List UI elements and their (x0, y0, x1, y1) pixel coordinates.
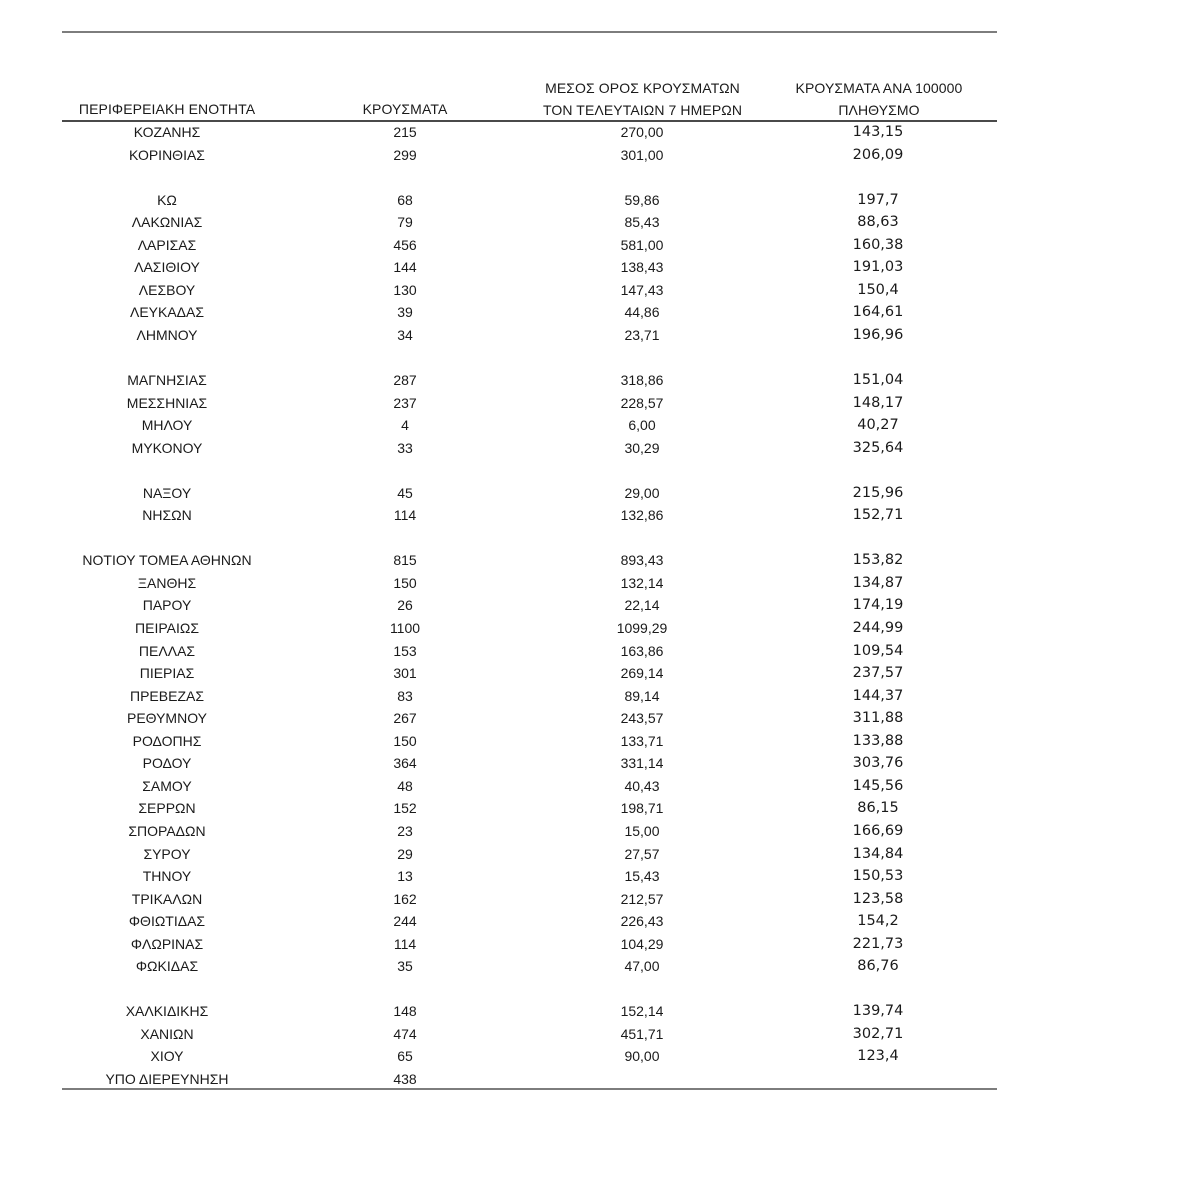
table-row (62, 189, 997, 212)
region-cell: ΣΑΜΟΥ (142, 777, 192, 794)
cases-cell: 23 (397, 822, 413, 839)
average-cell: 198,71 (620, 800, 664, 817)
cases-cell: 244 (393, 913, 417, 930)
table-row (62, 414, 997, 437)
per-100000-cell: 151,04 (852, 372, 904, 389)
table-row (62, 730, 997, 753)
average-cell: 243,57 (620, 710, 664, 727)
per-100000-cell: 325,64 (852, 439, 904, 456)
header-per-100000 (765, 77, 993, 121)
per-100000-cell: 191,03 (852, 259, 904, 276)
cases-cell: 150 (393, 574, 417, 591)
per-100000-cell: 237,57 (852, 665, 904, 682)
per-100000-cell: 40,27 (857, 417, 899, 434)
cases-cell: 301 (393, 665, 417, 682)
average-cell: 132,14 (620, 574, 664, 591)
table-row (62, 279, 997, 302)
average-cell: 270,00 (620, 124, 664, 140)
table-row (62, 437, 997, 460)
table-row (62, 797, 997, 820)
cases-cell: 34 (397, 326, 413, 343)
table-row (62, 843, 997, 866)
average-cell: 90,00 (624, 1048, 660, 1065)
region-cell: ΜΑΓΝΗΣΙΑΣ (127, 372, 207, 389)
cases-cell: 4 (401, 417, 409, 434)
average-cell: 85,43 (624, 214, 660, 231)
header-per-line1: ΚΡΟΥΣΜΑΤΑ ΑΝΑ 100000 (795, 80, 963, 96)
per-100000-cell: 244,99 (852, 620, 904, 637)
cases-cell: 79 (397, 214, 413, 231)
table-row (62, 820, 997, 843)
per-100000-cell: 88,63 (857, 214, 899, 231)
region-cell: ΠΙΕΡΙΑΣ (139, 665, 195, 682)
table-spacer-row (62, 166, 997, 189)
region-cell: ΛΑΡΙΣΑΣ (137, 236, 197, 253)
per-100000-cell: 123,58 (852, 890, 904, 907)
header-avg-line2: ΤΟΝ ΤΕΛΕΥΤΑΙΩΝ 7 ΗΜΕΡΩΝ (542, 102, 743, 118)
table-row (62, 256, 997, 279)
region-cell: ΡΟΔΟΠΗΣ (132, 732, 202, 749)
average-cell: 581,00 (620, 236, 664, 253)
region-cell: ΚΟΖΑΝΗΣ (133, 124, 201, 140)
cases-cell: 144 (393, 259, 417, 276)
header-cases-label: ΚΡΟΥΣΜΑΤΑ (362, 101, 448, 117)
table-row (62, 865, 997, 888)
cases-cell: 33 (397, 439, 413, 456)
average-cell: 29,00 (624, 484, 660, 501)
table-row (62, 549, 997, 572)
cases-cell: 267 (393, 710, 417, 727)
region-cell: ΣΥΡΟΥ (143, 845, 191, 862)
cases-cell: 45 (397, 484, 413, 501)
average-cell: 22,14 (624, 597, 660, 614)
table-row (62, 910, 997, 933)
per-100000-cell: 303,76 (852, 755, 904, 772)
region-cell: ΦΘΙΩΤΙΔΑΣ (128, 913, 206, 930)
per-100000-cell: 153,82 (852, 552, 904, 569)
table-row (62, 1000, 997, 1023)
average-cell: 451,71 (620, 1025, 664, 1042)
average-cell: 893,43 (620, 552, 664, 569)
region-cell: ΣΕΡΡΩΝ (138, 800, 196, 817)
header-seven-day-average (520, 77, 765, 121)
cases-cell: 29 (397, 845, 413, 862)
table-row (62, 482, 997, 505)
table-row (62, 752, 997, 775)
per-100000-cell: 311,88 (852, 710, 904, 727)
region-cell: ΠΕΛΛΑΣ (138, 642, 196, 659)
table-row (62, 369, 997, 392)
table-row (62, 933, 997, 956)
average-cell: 104,29 (620, 935, 664, 952)
cases-cell: 1100 (389, 620, 421, 637)
region-cell: ΦΛΩΡΙΝΑΣ (130, 935, 204, 952)
table-row (62, 955, 997, 978)
average-cell: 44,86 (624, 304, 660, 321)
per-100000-cell: 152,71 (852, 507, 904, 524)
per-100000-cell: 150,53 (852, 868, 904, 885)
region-cell: ΤΗΝΟΥ (142, 868, 192, 885)
table-row (62, 775, 997, 798)
per-100000-cell: 133,88 (852, 732, 904, 749)
average-cell: 89,14 (624, 687, 660, 704)
cases-cell: 152 (393, 800, 417, 817)
cases-cell: 13 (397, 868, 413, 885)
per-100000-cell: 197,7 (857, 191, 899, 208)
bottom-rule (62, 1088, 997, 1090)
table-row (62, 1045, 997, 1068)
table-row (62, 572, 997, 595)
per-100000-cell: 154,2 (857, 913, 899, 930)
per-100000-cell: 86,76 (857, 958, 899, 975)
header-cases (330, 98, 480, 120)
average-cell: 331,14 (620, 755, 664, 772)
per-100000-cell: 86,15 (857, 800, 899, 817)
region-cell: ΥΠΟ ΔΙΕΡΕΥΝΗΣΗ (105, 1070, 229, 1087)
cases-cell: 815 (393, 552, 417, 569)
cases-cell: 114 (393, 507, 417, 524)
region-cell: ΧΑΝΙΩΝ (140, 1025, 194, 1042)
per-100000-cell: 145,56 (852, 777, 904, 794)
table-row (62, 121, 997, 144)
cases-cell: 148 (393, 1003, 417, 1020)
region-cell: ΡΕΘΥΜΝΟΥ (126, 710, 207, 727)
average-cell: 269,14 (620, 665, 664, 682)
per-100000-cell: 206,09 (852, 146, 904, 163)
cases-cell: 26 (397, 597, 413, 614)
region-cell: ΜΥΚΟΝΟΥ (131, 439, 203, 456)
top-rule (62, 31, 997, 33)
average-cell: 6,00 (628, 417, 656, 434)
region-cell: ΜΕΣΣΗΝΙΑΣ (126, 394, 208, 411)
region-cell: ΛΑΚΩΝΙΑΣ (131, 214, 203, 231)
cases-cell: 150 (393, 732, 417, 749)
per-100000-cell: 164,61 (852, 304, 904, 321)
table-spacer-row (62, 978, 997, 1001)
average-cell: 152,14 (620, 1003, 664, 1020)
table-row (62, 662, 997, 685)
table-row (62, 504, 997, 527)
cases-cell: 65 (397, 1048, 413, 1065)
table-row (62, 640, 997, 663)
table-row (62, 1023, 997, 1046)
cases-cell: 35 (397, 958, 413, 975)
region-cell: ΝΟΤΙΟΥ ΤΟΜΕΑ ΑΘΗΝΩΝ (82, 552, 252, 569)
average-cell: 1099,29 (616, 620, 668, 637)
average-cell: 301,00 (620, 146, 664, 163)
cases-cell: 39 (397, 304, 413, 321)
average-cell: 47,00 (624, 958, 660, 975)
average-cell: 163,86 (620, 642, 664, 659)
average-cell: 147,43 (620, 281, 664, 298)
table-body (62, 121, 997, 1091)
region-cell: ΣΠΟΡΑΔΩΝ (128, 822, 206, 839)
region-cell: ΤΡΙΚΑΛΩΝ (131, 890, 203, 907)
table-spacer-row (62, 459, 997, 482)
average-cell: 132,86 (620, 507, 664, 524)
cases-cell: 130 (393, 281, 417, 298)
cases-cell: 162 (393, 890, 417, 907)
cases-cell: 83 (397, 687, 413, 704)
cases-cell: 153 (393, 642, 417, 659)
header-region-label: ΠΕΡΙΦΕΡΕΙΑΚΗ ΕΝΟΤΗΤΑ (78, 101, 256, 117)
cases-cell: 68 (397, 191, 413, 208)
average-cell: 27,57 (624, 845, 660, 862)
per-100000-cell: 123,4 (857, 1048, 899, 1065)
per-100000-cell: 196,96 (852, 326, 904, 343)
region-cell: ΦΩΚΙΔΑΣ (135, 958, 199, 975)
region-cell: ΚΩ (157, 191, 177, 208)
region-cell: ΜΗΛΟΥ (141, 417, 193, 434)
region-cell: ΠΕΙΡΑΙΩΣ (135, 620, 199, 637)
region-cell: ΛΗΜΝΟΥ (136, 326, 198, 343)
region-cell: ΚΟΡΙΝΘΙΑΣ (129, 146, 205, 163)
region-cell: ΧΙΟΥ (150, 1048, 184, 1065)
per-100000-cell: 221,73 (852, 935, 904, 952)
region-cell: ΠΑΡΟΥ (142, 597, 192, 614)
region-cell: ΡΟΔΟΥ (142, 755, 192, 772)
region-cell: ΝΑΞΟΥ (142, 484, 192, 501)
region-cell: ΧΑΛΚΙΔΙΚΗΣ (125, 1003, 209, 1020)
cases-cell: 299 (393, 146, 417, 163)
region-cell: ΛΕΥΚΑΔΑΣ (129, 304, 205, 321)
per-100000-cell: 215,96 (852, 484, 904, 501)
table-row (62, 685, 997, 708)
cases-cell: 48 (397, 777, 413, 794)
cases-cell: 438 (393, 1070, 417, 1087)
table-row (62, 888, 997, 911)
average-cell: 59,86 (624, 191, 660, 208)
header-avg-line1: ΜΕΣΟΣ ΟΡΟΣ ΚΡΟΥΣΜΑΤΩΝ (545, 80, 740, 96)
header-per-line2: ΠΛΗΘΥΣΜΟ (838, 102, 920, 118)
table-row (62, 594, 997, 617)
average-cell: 226,43 (620, 913, 664, 930)
average-cell: 23,71 (624, 326, 660, 343)
per-100000-cell: 139,74 (852, 1003, 904, 1020)
per-100000-cell: 174,19 (852, 597, 904, 614)
per-100000-cell: 134,87 (852, 574, 904, 591)
region-cell: ΞΑΝΘΗΣ (137, 574, 197, 591)
table-row (62, 234, 997, 257)
cases-cell: 456 (393, 236, 417, 253)
cases-cell: 287 (393, 372, 417, 389)
average-cell: 15,00 (624, 822, 660, 839)
per-100000-cell: 302,71 (852, 1025, 904, 1042)
average-cell: 30,29 (624, 439, 660, 456)
header-region (62, 98, 272, 120)
cases-cell: 474 (393, 1025, 417, 1042)
region-cell: ΛΕΣΒΟΥ (138, 281, 196, 298)
per-100000-cell: 150,4 (857, 281, 899, 298)
region-cell: ΛΑΣΙΘΙΟΥ (134, 259, 200, 276)
per-100000-cell: 134,84 (852, 845, 904, 862)
cases-cell: 215 (393, 124, 417, 140)
table-row (62, 324, 997, 347)
per-100000-cell: 109,54 (852, 642, 904, 659)
per-100000-cell: 166,69 (852, 822, 904, 839)
table-row (62, 617, 997, 640)
average-cell: 228,57 (620, 394, 664, 411)
table-row (62, 392, 997, 415)
per-100000-cell: 160,38 (852, 236, 904, 253)
table-row (62, 301, 997, 324)
table-row (62, 707, 997, 730)
average-cell: 318,86 (620, 372, 664, 389)
average-cell: 133,71 (620, 732, 664, 749)
region-cell: ΝΗΣΩΝ (142, 507, 192, 524)
region-cell: ΠΡΕΒΕΖΑΣ (129, 687, 204, 704)
cases-cell: 237 (393, 394, 417, 411)
average-cell: 212,57 (620, 890, 664, 907)
average-cell: 138,43 (620, 259, 664, 276)
per-100000-cell: 144,37 (852, 687, 904, 704)
table-row (62, 211, 997, 234)
per-100000-cell: 148,17 (852, 394, 904, 411)
cases-cell: 364 (393, 755, 417, 772)
table-spacer-row (62, 346, 997, 369)
per-100000-cell: 143,15 (852, 124, 904, 140)
average-cell: 40,43 (624, 777, 660, 794)
average-cell: 15,43 (624, 868, 660, 885)
cases-cell: 114 (393, 935, 417, 952)
table-row (62, 144, 997, 167)
table-spacer-row (62, 527, 997, 550)
